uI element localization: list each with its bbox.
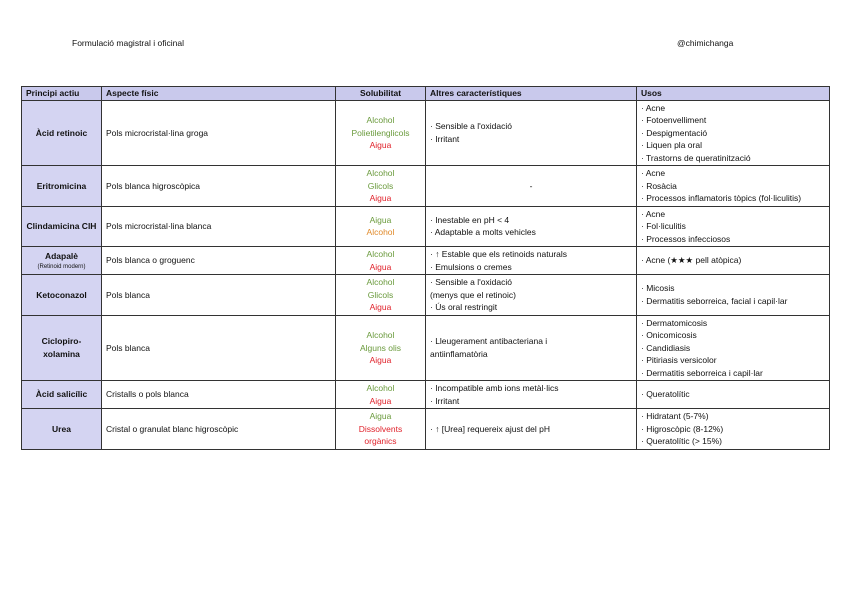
table-header-row <box>22 87 830 101</box>
solubility: Aigua Alcohol <box>336 206 426 247</box>
compound-name: Clindamicina ClH <box>22 206 102 247</box>
table-row <box>22 381 830 409</box>
table-row <box>22 315 830 381</box>
uses: · Acne · Fol·liculitis · Processos infecciosos <box>637 206 830 247</box>
compound-name: Àcid retinoic <box>22 100 102 166</box>
physical-aspect: Pols blanca <box>102 275 336 316</box>
compound-name: Àcid salicílic <box>22 381 102 409</box>
table-row <box>22 247 830 275</box>
uses: · Queratolític <box>637 381 830 409</box>
physical-aspect: Pols microcristal·lina blanca <box>102 206 336 247</box>
column-header: Principi actiu <box>22 87 102 101</box>
uses: · Dermatomicosis · Onicomicosis · Candidiasis · Pitiriasis versicolor · Dermatitis seborreica i capil·lar <box>637 315 830 381</box>
uses: · Acne (★★★ pell atòpica) <box>637 247 830 275</box>
other-characteristics: · Inestable en pH < 4 · Adaptable a molts vehicles <box>426 206 637 247</box>
uses: · Micosis · Dermatitis seborreica, facial i capil·lar <box>637 275 830 316</box>
uses: · Hidratant (5-7%) · Higroscòpic (8-12%) · Queratolític (> 15%) <box>637 409 830 450</box>
other-characteristics: · Incompatible amb ions metàl·lics · Irritant <box>426 381 637 409</box>
physical-aspect: Pols microcristal·lina groga <box>102 100 336 166</box>
solubility: Aigua Dissolvents orgànics <box>336 409 426 450</box>
solubility: Alcohol Glicols Aigua <box>336 166 426 207</box>
uses: · Acne · Fotoenvelliment · Despigmentació · Liquen pla oral · Trastorns de queratinització <box>637 100 830 166</box>
other-characteristics: · Lleugerament antibacteriana i antiinflamatòria <box>426 315 637 381</box>
other-characteristics: · ↑ [Urea] requereix ajust del pH <box>426 409 637 450</box>
table-row <box>22 100 830 166</box>
table-row <box>22 206 830 247</box>
solubility: Alcohol Alguns olis Aigua <box>336 315 426 381</box>
author-handle: @chimichanga <box>677 38 734 48</box>
physical-aspect: Pols blanca higroscòpica <box>102 166 336 207</box>
physical-aspect: Pols blanca o groguenc <box>102 247 336 275</box>
solubility: Alcohol Polietilenglicols Aigua <box>336 100 426 166</box>
compound-name: Adapalè (Retinoid modern) <box>22 247 102 275</box>
column-header: Usos <box>637 87 830 101</box>
physical-aspect: Cristalls o pols blanca <box>102 381 336 409</box>
other-characteristics: - <box>426 166 637 207</box>
document-title: Formulació magistral i oficinal <box>72 38 184 48</box>
compound-name: Eritromicina <box>22 166 102 207</box>
other-characteristics: · Sensible a l'oxidació · Irritant <box>426 100 637 166</box>
other-characteristics: · ↑ Estable que els retinoids naturals · Emulsions o cremes <box>426 247 637 275</box>
formulation-table <box>21 86 830 450</box>
column-header: Altres característiques <box>426 87 637 101</box>
column-header: Aspecte físic <box>102 87 336 101</box>
compound-name: Ketoconazol <box>22 275 102 316</box>
compound-note: (Retinoid modern) <box>37 263 86 270</box>
physical-aspect: Pols blanca <box>102 315 336 381</box>
compound-name: Ciclopiro-xolamina <box>22 315 102 381</box>
compound-name: Urea <box>22 409 102 450</box>
uses: · Acne · Rosàcia · Processos inflamatoris tòpics (fol·liculitis) <box>637 166 830 207</box>
table-row <box>22 275 830 316</box>
solubility: Alcohol Aigua <box>336 247 426 275</box>
solubility: Alcohol Glicols Aigua <box>336 275 426 316</box>
table-row <box>22 409 830 450</box>
column-header: Solubilitat <box>336 87 426 101</box>
solubility: Alcohol Aigua <box>336 381 426 409</box>
physical-aspect: Cristal o granulat blanc higroscòpic <box>102 409 336 450</box>
table-row <box>22 166 830 207</box>
other-characteristics: · Sensible a l'oxidació (menys que el retinoic) · Ús oral restringit <box>426 275 637 316</box>
